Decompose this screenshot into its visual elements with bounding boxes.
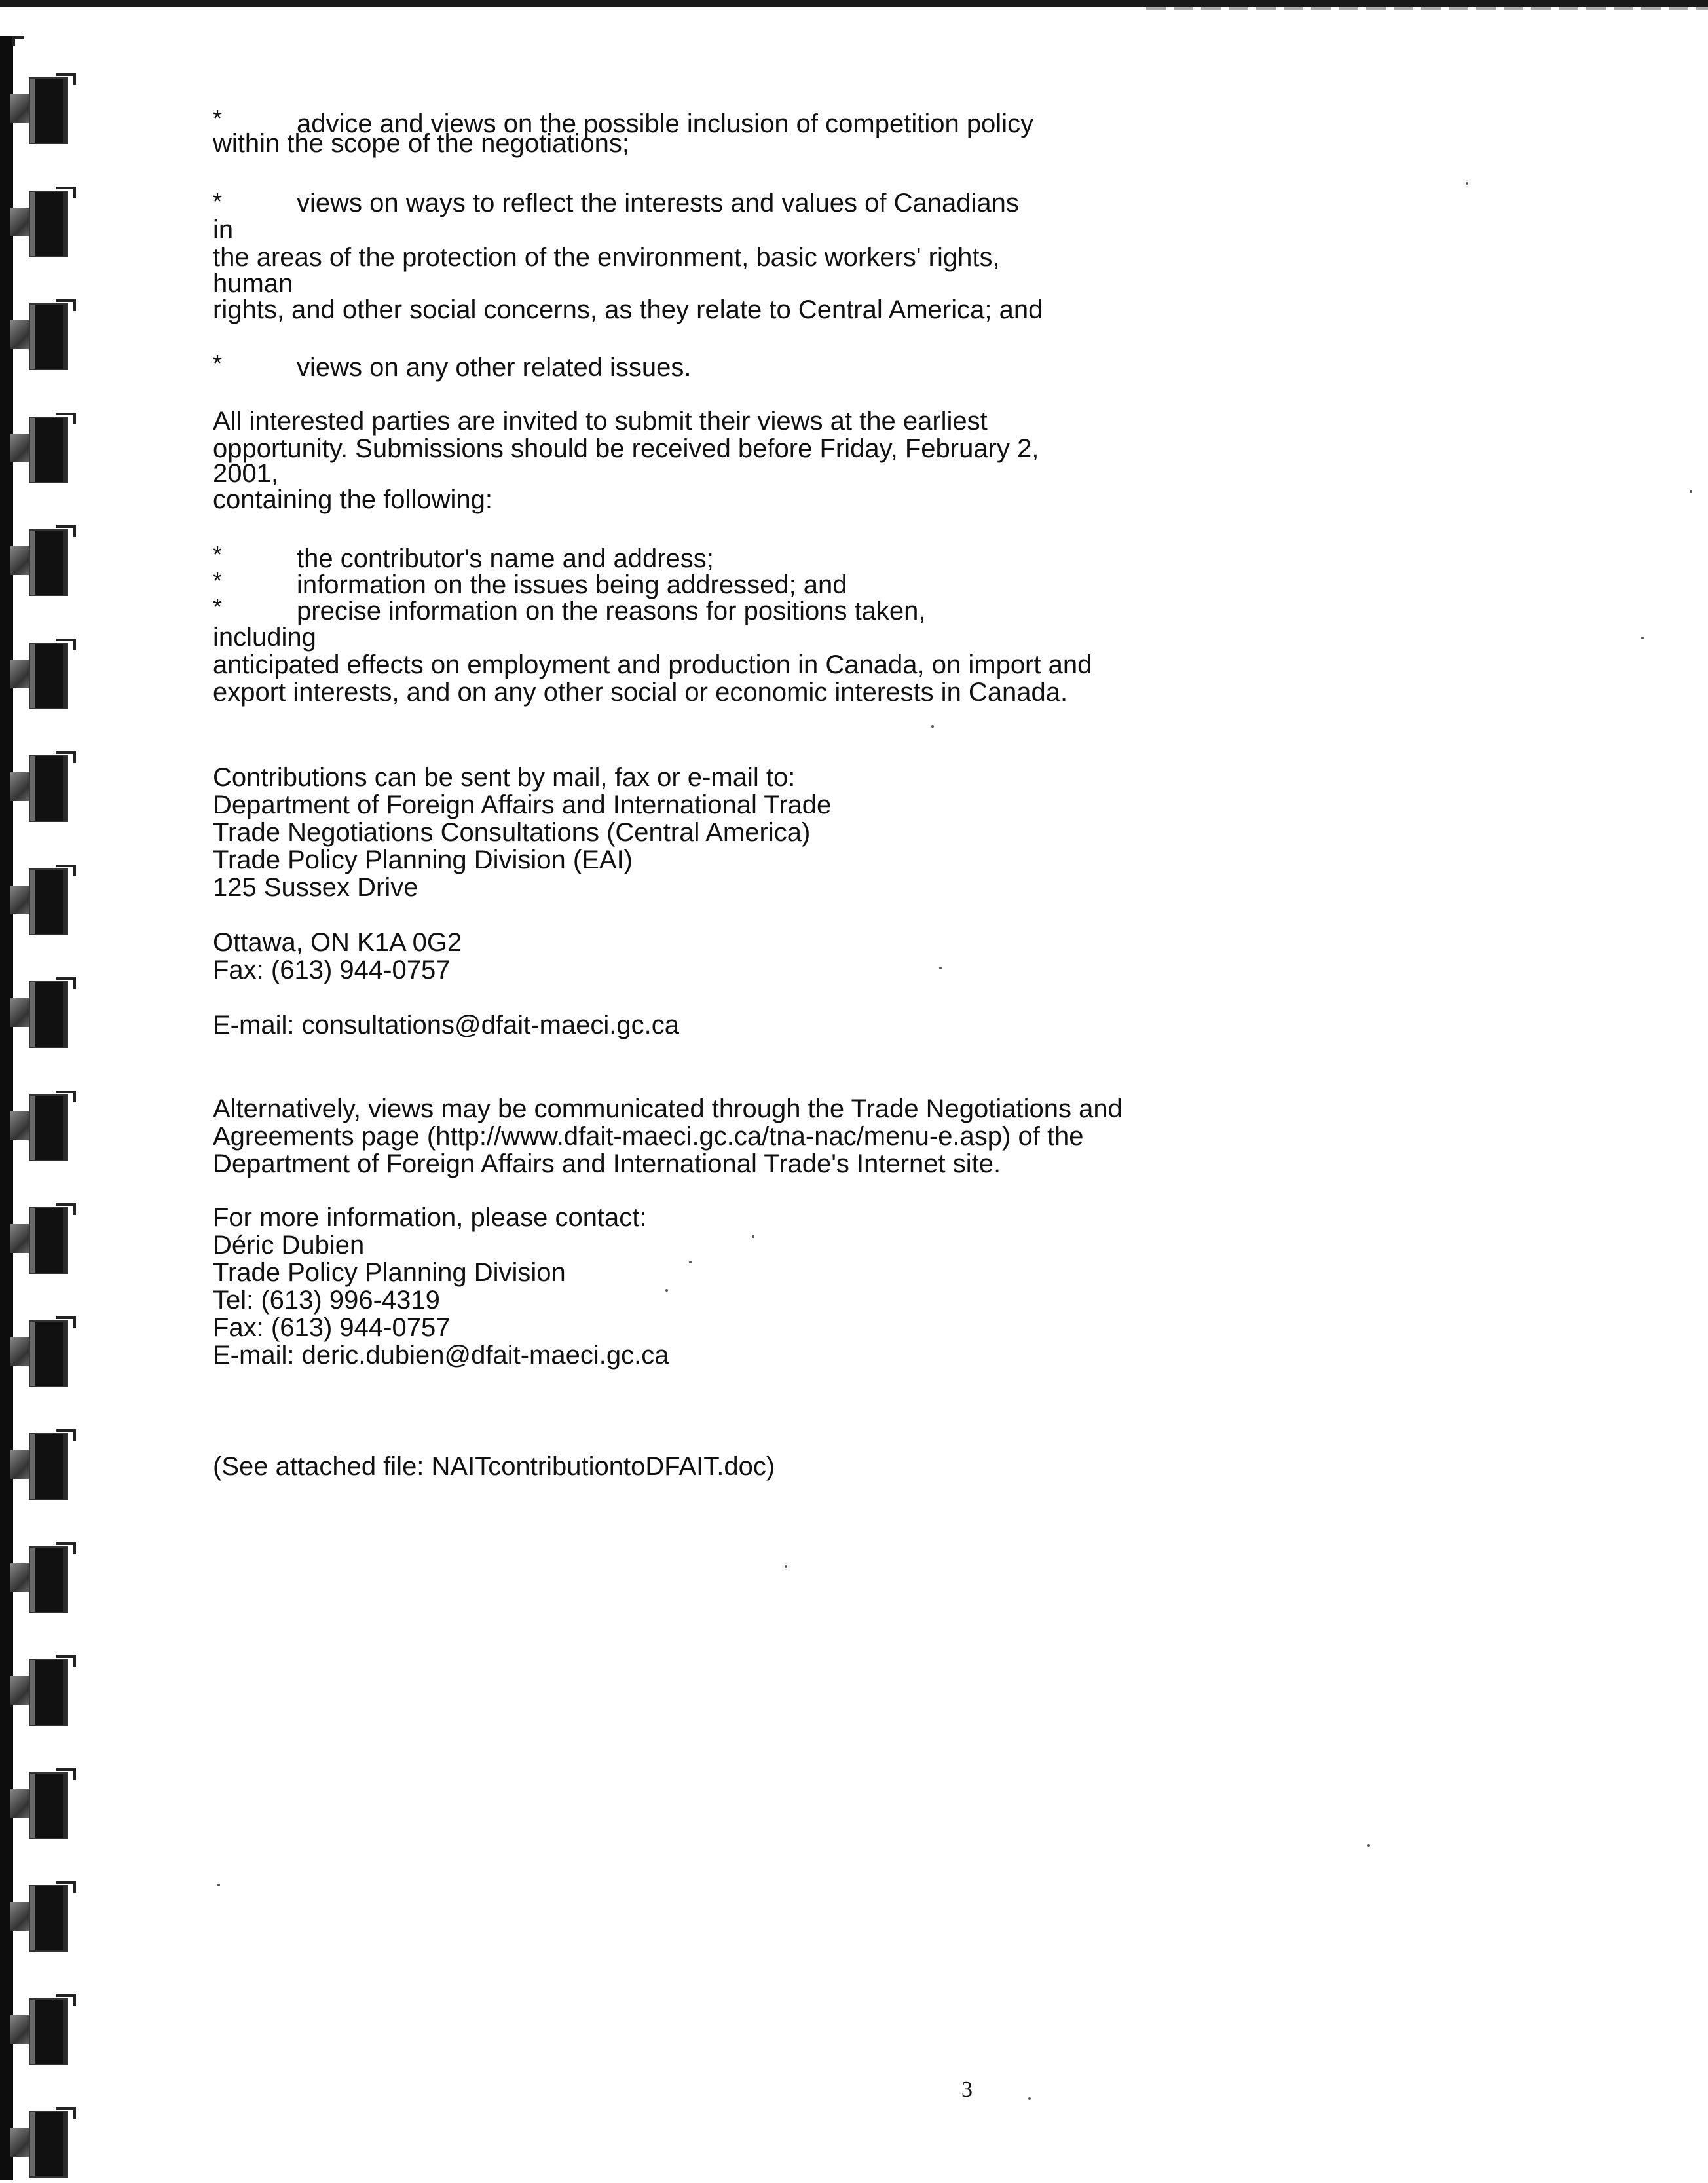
binding-clip-block — [29, 529, 68, 596]
binding-clip-block — [29, 1546, 68, 1613]
binding-clip-ring — [56, 1994, 76, 2006]
binding-clip — [5, 1207, 90, 1279]
binding-clip — [5, 755, 90, 827]
binding-clip-block — [29, 1094, 68, 1161]
binding-clip-block — [29, 1433, 68, 1500]
binding-clip — [5, 643, 90, 715]
binding-clip — [5, 1772, 90, 1844]
binding-clip-ring — [56, 525, 76, 537]
bullet-marker: * — [213, 541, 223, 568]
binding-clip-ring — [56, 187, 76, 198]
attachment-note: (See attached file: NAITcontributiontoDFAIT.doc) — [213, 1452, 775, 1481]
contributions-fax: Fax: (613) 944-0757 — [213, 956, 451, 984]
binding-clip-block — [29, 1320, 68, 1387]
binding-clip-block — [29, 868, 68, 935]
binding-clip-ring — [56, 639, 76, 650]
binding-clip-block — [29, 1659, 68, 1726]
binding-clip-block — [29, 2111, 68, 2178]
binding-clip — [5, 191, 90, 263]
binding-clip — [5, 1546, 90, 1618]
bullet-marker: * — [213, 350, 223, 377]
scan-speck — [939, 967, 942, 969]
address-line: Trade Policy Planning Division (EAI) — [213, 846, 633, 874]
bullet-marker: * — [213, 188, 223, 215]
binding-clip — [5, 1433, 90, 1505]
binding-clip-block — [29, 77, 68, 144]
binding-clip-ring — [56, 73, 76, 85]
bullet-continuation: within the scope of the negotiations; — [213, 129, 629, 158]
scan-speck — [1641, 637, 1644, 639]
binding-clip-block — [29, 1772, 68, 1839]
binding-clip-block — [29, 755, 68, 822]
binding-clip — [5, 1885, 90, 1957]
binding-clip — [5, 2111, 90, 2183]
address-line: Department of Foreign Affairs and International Trade — [213, 791, 832, 819]
contributions-intro: Contributions can be sent by mail, fax or e-mail to: — [213, 763, 796, 792]
scan-speck — [1690, 490, 1692, 493]
bullet-continuation: export interests, and on any other social or economic interests in Canada. — [213, 678, 1068, 707]
binding-clip-block — [29, 191, 68, 257]
binding-clip-ring — [56, 1542, 76, 1554]
binding-clip-block — [29, 643, 68, 709]
binding-clip-ring — [56, 1881, 76, 1893]
bullet-marker: * — [213, 105, 223, 132]
scan-top-rule-fade — [1146, 7, 1708, 10]
address-city: Ottawa, ON K1A 0G2 — [213, 928, 462, 957]
bullet-continuation: human — [213, 269, 293, 298]
bullet-continuation: including — [213, 623, 316, 652]
scan-speck — [1367, 1844, 1370, 1847]
scan-speck — [689, 1261, 692, 1263]
bullet-continuation: the areas of the protection of the environment, basic workers' rights, — [213, 243, 1000, 272]
binding-corner-mark — [12, 36, 24, 46]
address-line: Trade Negotiations Consultations (Central America) — [213, 818, 811, 847]
paragraph-line: All interested parties are invited to submit their views at the earliest — [213, 407, 988, 436]
binding-clip — [5, 1320, 90, 1392]
bullet-text: the contributor's name and address; — [297, 544, 714, 573]
binding-clip-block — [29, 1207, 68, 1274]
bullet-continuation: rights, and other social concerns, as they relate to Central America; and — [213, 295, 1043, 324]
binding-clip-ring — [56, 1091, 76, 1102]
binding-clip — [5, 981, 90, 1053]
bullet-marker: * — [213, 593, 223, 620]
binding-clip-block — [29, 417, 68, 483]
paragraph-line: 2001, — [213, 459, 279, 488]
scan-speck — [752, 1235, 754, 1238]
contact-heading: For more information, please contact: — [213, 1203, 647, 1232]
scan-speck — [931, 725, 934, 728]
scan-speck — [217, 1884, 220, 1886]
binding-clip — [5, 1998, 90, 2070]
binding-clip — [5, 417, 90, 489]
binding-clip-block — [29, 1998, 68, 2065]
binding-clip-ring — [56, 751, 76, 763]
scan-top-rule — [0, 0, 1708, 7]
bullet-text: advice and views on the possible inclusion of competition policy — [297, 109, 1034, 138]
bullet-text: information on the issues being addressed; and — [297, 570, 847, 599]
binding-clip-ring — [56, 1429, 76, 1441]
binding-clip-ring — [56, 1655, 76, 1667]
page-number: 3 — [961, 2078, 973, 2102]
binding-clip — [5, 303, 90, 375]
contact-email: E-mail: deric.dubien@dfait-maeci.gc.ca — [213, 1341, 669, 1370]
bullet-continuation: in — [213, 215, 234, 244]
bullet-text: views on ways to reflect the interests and values of Canadians — [297, 189, 1019, 217]
bullet-text: precise information on the reasons for positions taken, — [297, 597, 926, 625]
address-line: 125 Sussex Drive — [213, 873, 418, 902]
binding-clip-ring — [56, 1316, 76, 1328]
binding-clip-ring — [56, 1768, 76, 1780]
binding-clip-ring — [56, 2107, 76, 2119]
bullet-text: views on any other related issues. — [297, 353, 692, 382]
paragraph-line: opportunity. Submissions should be received before Friday, February 2, — [213, 434, 1039, 463]
bullet-marker: * — [213, 567, 223, 594]
binding-clip-ring — [56, 865, 76, 876]
contact-tel: Tel: (613) 996-4319 — [213, 1286, 440, 1315]
scan-speck — [665, 1289, 668, 1292]
binding-clip — [5, 1094, 90, 1166]
contact-division: Trade Policy Planning Division — [213, 1258, 566, 1287]
binding-clip — [5, 1659, 90, 1731]
binding-clip — [5, 529, 90, 601]
binding-clip — [5, 77, 90, 149]
binding-clip-ring — [56, 1203, 76, 1215]
binding-clip-block — [29, 303, 68, 370]
scan-speck — [1028, 2097, 1031, 2100]
binding-clip-ring — [56, 977, 76, 989]
binding-clip-ring — [56, 413, 76, 424]
binding-clip — [5, 868, 90, 941]
bullet-continuation: anticipated effects on employment and production in Canada, on import and — [213, 650, 1092, 679]
binding-clip-block — [29, 1885, 68, 1952]
binding-clip-ring — [56, 299, 76, 311]
contact-name: Déric Dubien — [213, 1231, 365, 1259]
contributions-email: E-mail: consultations@dfait-maeci.gc.ca — [213, 1011, 679, 1039]
paragraph-line: Alternatively, views may be communicated through the Trade Negotiations and — [213, 1094, 1123, 1123]
contact-fax: Fax: (613) 944-0757 — [213, 1313, 451, 1342]
paragraph-line: containing the following: — [213, 485, 492, 514]
scan-speck — [785, 1565, 787, 1568]
scan-speck — [1466, 182, 1468, 185]
paragraph-line: Agreements page (http://www.dfait-maeci.gc.ca/tna-nac/menu-e.asp) of the — [213, 1122, 1084, 1151]
paragraph-line: Department of Foreign Affairs and International Trade's Internet site. — [213, 1149, 1001, 1178]
binding-clip-block — [29, 981, 68, 1048]
